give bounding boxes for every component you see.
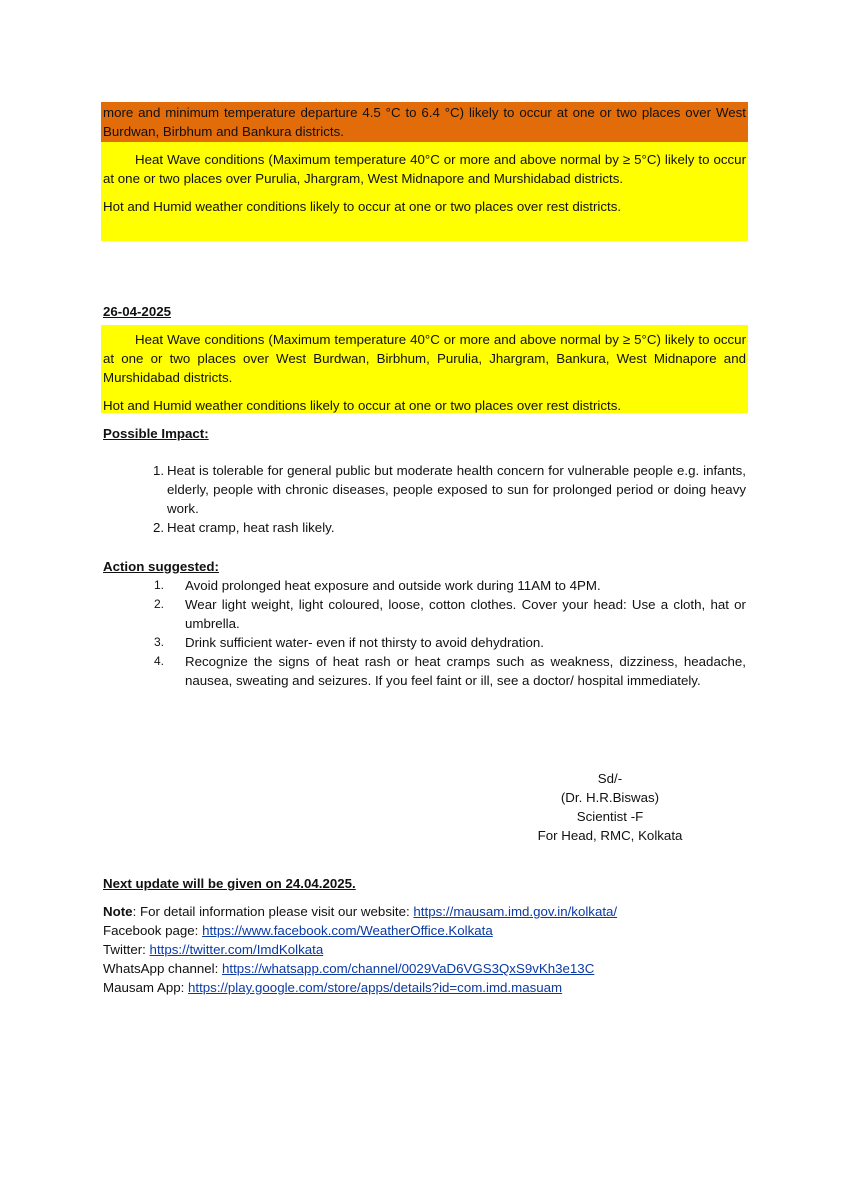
- forecast-date: 26-04-2025: [103, 304, 172, 319]
- app-line: [103, 978, 803, 997]
- whatsapp-label: WhatsApp channel:: [103, 961, 223, 976]
- app-link[interactable]: https://play.google.com/store/apps/details?id=com.imd.masuam: [188, 980, 563, 995]
- list-number: 2.: [153, 520, 165, 535]
- note-label: Note: [103, 904, 133, 919]
- list-text: Heat cramp, heat rash likely.: [167, 520, 335, 535]
- list-item: [154, 576, 746, 595]
- signature-sd: Sd/-: [597, 771, 623, 786]
- list-text: Recognize the signs of heat rash or heat cramps such as weakness, dizziness, headache, nausea, sweating and seizures. If you feel faint or ill, see a doctor/ hospital immediately.: [185, 654, 746, 688]
- list-number: 1.: [154, 578, 165, 592]
- list-item: [154, 595, 746, 633]
- list-number: 3.: [154, 635, 165, 649]
- heat-wave-text: Heat Wave conditions (Maximum temperature 40°C or more and above normal by ≥ 5°C) likely to occur at one or two places over Purulia, Jhargram, West Midnapore and Murshidabad districts.: [103, 152, 746, 186]
- list-number: 4.: [154, 654, 165, 668]
- list-text: Wear light weight, light coloured, loose, cotton clothes. Cover your head: Use a cloth, hat or umbrella.: [185, 597, 746, 631]
- signature-title: Scientist -F: [576, 809, 644, 824]
- list-item: [154, 652, 746, 690]
- list-text: Drink sufficient water- even if not thirsty to avoid dehydration.: [185, 635, 544, 650]
- website-link[interactable]: https://mausam.imd.gov.in/kolkata/: [413, 904, 618, 919]
- facebook-label: Facebook page:: [103, 923, 203, 938]
- note-line: [103, 902, 803, 921]
- list-number: 1.: [153, 463, 165, 478]
- list-number: 2.: [154, 597, 165, 611]
- app-label: Mausam App:: [103, 980, 188, 995]
- signature-name: (Dr. H.R.Biswas): [560, 790, 660, 805]
- heat-wave-text-2: Heat Wave conditions (Maximum temperature 40°C or more and above normal by ≥ 5°C) likely to occur at one or two places over West Burdwan, Birbhum, Purulia, Jhargram, Bankura, West Midnapore and Murshidabad districts.: [103, 332, 746, 385]
- whatsapp-line: [103, 959, 803, 978]
- facebook-line: [103, 921, 803, 940]
- humid-text: Hot and Humid weather conditions likely to occur at one or two places over rest districts.: [103, 199, 622, 214]
- twitter-link[interactable]: https://twitter.com/ImdKolkata: [149, 942, 324, 957]
- list-item: [153, 461, 746, 518]
- humid-text-2: Hot and Humid weather conditions likely to occur at one or two places over rest districts.: [103, 398, 622, 413]
- list-text: Heat is tolerable for general public but moderate health concern for vulnerable people e.g. infants, elderly, people with chronic diseases, people exposed to sun for prolonged period or doing heavy work.: [167, 463, 746, 516]
- impact-heading: Possible Impact:: [103, 426, 209, 441]
- orange-warning-text: more and minimum temperature departure 4.5 °C to 6.4 °C) likely to occur at one or two places over West Burdwan, Birbhum and Bankura districts.: [103, 105, 746, 139]
- twitter-label: Twitter:: [103, 942, 150, 957]
- list-item: [154, 633, 746, 652]
- action-list: [154, 576, 746, 690]
- list-text: Avoid prolonged heat exposure and outside work during 11AM to 4PM.: [185, 578, 601, 593]
- signature-for: For Head, RMC, Kolkata: [537, 828, 683, 843]
- whatsapp-link[interactable]: https://whatsapp.com/channel/0029VaD6VGS3QxS9vKh3e13C: [222, 961, 595, 976]
- impact-list: [153, 461, 746, 537]
- links-block: [103, 902, 803, 997]
- twitter-line: [103, 940, 803, 959]
- facebook-link[interactable]: https://www.facebook.com/WeatherOffice.Kolkata: [202, 923, 493, 938]
- note-text: : For detail information please visit our website:: [132, 904, 414, 919]
- signature-block: [520, 769, 700, 845]
- action-heading: Action suggested:: [103, 559, 219, 574]
- next-update: Next update will be given on 24.04.2025.: [103, 876, 356, 891]
- list-item: [153, 518, 746, 537]
